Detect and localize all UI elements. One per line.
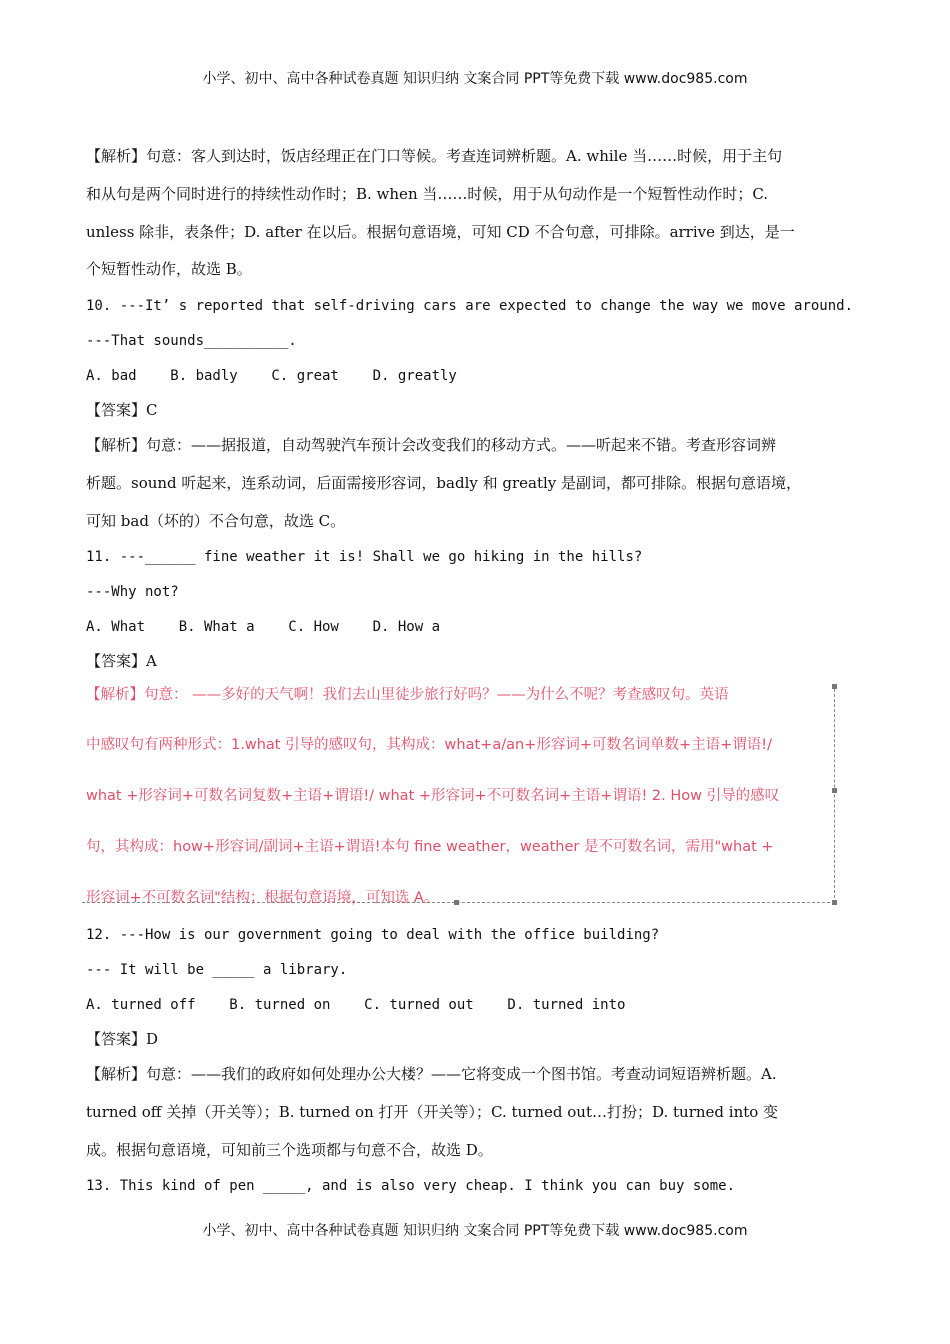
q11-analysis-line-2: 中感叹句有两种形式：1.what 引导的感叹句，其构成：what+a/an+形容词+可数名词单数+主语+谓语!/ xyxy=(86,737,772,753)
q10-stem: 10. ---It’ s reported that self-driving cars are expected to change the way we move around. xyxy=(86,298,854,314)
q11-analysis-line-4: 句，其构成：how+形容词/副词+主语+谓语!本句 fine weather，weather 是不可数名词，需用"what + xyxy=(86,839,774,855)
q12-analysis-line-1: 【解析】句意：——我们的政府如何处理办公大楼？——它将变成一个图书馆。考查动词短语辨析题。A. xyxy=(86,1065,777,1083)
q10-answer: 【答案】C xyxy=(86,401,158,419)
prev-analysis-line-4: 个短暂性动作，故选 B。 xyxy=(86,260,252,278)
q12-options: A. turned off B. turned on C. turned out D. turned into xyxy=(86,997,626,1013)
q12-answer: 【答案】D xyxy=(86,1030,159,1048)
q11-analysis-line-5: 形容词+不可数名词"结构；根据句意语境，可知选 A。 xyxy=(86,890,439,906)
q12-stem: 12. ---How is our government going to deal with the office building? xyxy=(86,927,660,943)
q10-reply: ---That sounds__________. xyxy=(86,333,297,349)
prev-analysis-line-1: 【解析】句意：客人到达时，饭店经理正在门口等候。考查连词辨析题。A. while 当……时候，用于主句 xyxy=(86,147,783,165)
q12-analysis-line-3: 成。根据句意语境，可知前三个选项都与句意不合，故选 D。 xyxy=(86,1141,493,1159)
q10-options: A. bad B. badly C. great D. greatly xyxy=(86,368,457,384)
prev-analysis-line-2: 和从句是两个同时进行的持续性动作时；B. when 当……时候，用于从句动作是一个短暂性动作时；C. xyxy=(86,185,769,203)
q12-reply: --- It will be _____ a library. xyxy=(86,962,348,978)
q11-answer: 【答案】A xyxy=(86,652,157,670)
q12-analysis-line-2: turned off 关掉（开关等）；B. turned on 打开（开关等）；C. turned out…打扮；D. turned into 变 xyxy=(86,1103,779,1121)
page-header: 小学、初中、高中各种试卷真题 知识归纳 文案合同 PPT等免费下载 www.doc985.com xyxy=(202,71,748,87)
q11-reply: ---Why not? xyxy=(86,584,179,600)
prev-analysis-line-3: unless 除非，表条件；D. after 在以后。根据句意语境，可知 CD 不合句意，可排除。arrive 到达，是一 xyxy=(86,223,795,241)
q11-analysis-line-1: 【解析】句意： ——多好的天气啊！我们去山里徒步旅行好吗？——为什么不呢？考查感叹句。英语 xyxy=(86,687,729,703)
page-footer: 小学、初中、高中各种试卷真题 知识归纳 文案合同 PPT等免费下载 www.doc985.com xyxy=(202,1223,748,1239)
q11-stem: 11. ---______ fine weather it is! Shall we go hiking in the hills? xyxy=(86,549,643,565)
q11-analysis-line-3: what +形容词+可数名词复数+主语+谓语!/ what +形容词+不可数名词+主语+谓语! 2. How 引导的感叹 xyxy=(86,788,780,804)
q10-analysis-line-2: 析题。sound 听起来，连系动词，后面需接形容词，badly 和 greatly 是副词，都可排除。根据句意语境， xyxy=(86,474,802,492)
q11-options: A. What B. What a C. How D. How a xyxy=(86,619,441,635)
q10-analysis-line-3: 可知 bad（坏的）不合句意，故选 C。 xyxy=(86,512,346,530)
q10-analysis-line-1: 【解析】句意：——据报道，自动驾驶汽车预计会改变我们的移动方式。——听起来不错。考查形容词辨 xyxy=(86,436,777,454)
q13-stem: 13. This kind of pen _____, and is also very cheap. I think you can buy some. xyxy=(86,1178,736,1194)
